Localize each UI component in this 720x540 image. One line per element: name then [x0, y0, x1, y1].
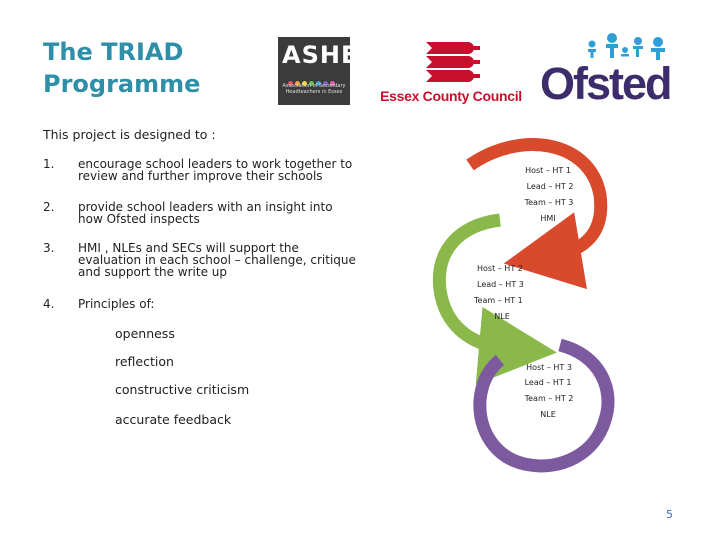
ashe-logo-letters: ASHE — [282, 41, 359, 69]
ofsted-logo-text: Ofsted — [540, 58, 671, 109]
essex-county-council-logo — [378, 38, 524, 106]
principle-reflection: reflection — [115, 354, 174, 369]
list-number: 3. — [43, 241, 55, 255]
purple-host-label: Host – HT 3 — [526, 363, 572, 372]
title-line-2: Programme — [43, 70, 201, 98]
list-number: 1. — [43, 157, 55, 171]
cycle-purple-arc — [480, 345, 608, 466]
essex-seaxes-icon — [378, 38, 524, 88]
cycle-green-arc — [439, 220, 505, 348]
red-host-label: Host – HT 1 — [525, 166, 571, 175]
cycle-red-arc — [470, 145, 601, 255]
red-team-label: Team – HT 3 — [524, 198, 574, 207]
principle-constructive-criticism: constructive criticism — [115, 382, 250, 397]
page-title — [43, 36, 200, 100]
list-text: HMI , NLEs and SECs will support the evaluation in each school – challenge, critique and support the write up — [78, 241, 356, 279]
ashe-logo-dots — [288, 71, 342, 79]
title-line-1: The TRIAD — [43, 38, 184, 66]
red-hmi-label: HMI — [540, 214, 556, 223]
list-number: 2. — [43, 200, 55, 214]
page-number: 5 — [666, 508, 673, 521]
ashe-logo-caption: Association of Secondary Headteachers in Essex — [282, 83, 346, 95]
purple-team-label: Team – HT 2 — [524, 394, 574, 403]
list-number: 4. — [43, 297, 55, 311]
purple-nle-label: NLE — [540, 410, 556, 419]
essex-logo-text: Essex County Council — [380, 88, 522, 104]
principle-accurate-feedback: accurate feedback — [115, 412, 232, 427]
green-team-label: Team – HT 1 — [474, 296, 523, 305]
green-host-label: Host – HT 2 — [477, 264, 523, 273]
green-nle-label: NLE — [494, 312, 510, 321]
list-text: Principles of: — [78, 297, 155, 311]
purple-lead-label: Lead – HT 1 — [524, 378, 572, 387]
list-text: encourage school leaders to work together to review and further improve their schools — [78, 157, 353, 183]
ofsted-logo — [540, 32, 685, 110]
intro-text: This project is designed to : — [43, 127, 216, 142]
list-text: provide school leaders with an insight into how Ofsted inspects — [78, 200, 333, 226]
red-lead-label: Lead – HT 2 — [526, 182, 574, 191]
ashe-logo — [278, 37, 359, 105]
green-lead-label: Lead – HT 3 — [477, 280, 524, 289]
principle-openness: openness — [115, 326, 175, 341]
